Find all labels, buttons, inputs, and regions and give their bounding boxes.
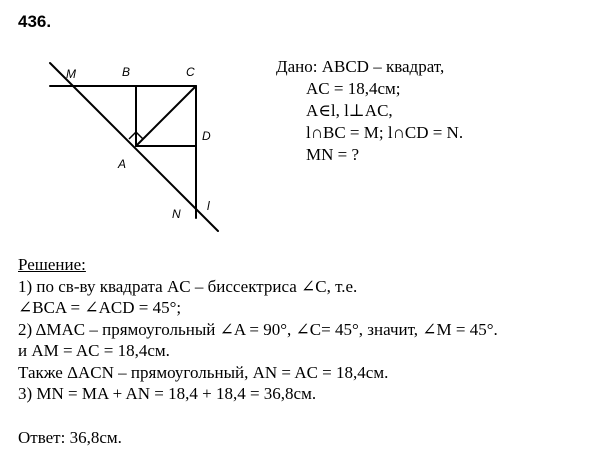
answer-line: Ответ: 36,8см. xyxy=(18,428,122,447)
label-c: C xyxy=(186,65,195,79)
given-line-3: A∈l, l⊥AC, xyxy=(306,101,393,120)
solution-block xyxy=(18,254,498,405)
label-d: D xyxy=(202,129,211,143)
solution-line-2: ∠BCA = ∠ACD = 45°; xyxy=(18,298,182,317)
solution-line-6: 3) MN = MA + AN = 18,4 + 18,4 = 36,8см. xyxy=(18,384,317,403)
label-n: N xyxy=(172,207,181,221)
given-line-4: l∩BC = M; l∩CD = N. xyxy=(306,123,464,142)
solution-line-1: 1) по св-ву квадрата AC – биссектриса ∠C, т.е. xyxy=(18,276,358,296)
solution-line-4: и AM = AC = 18,4см. xyxy=(18,341,170,360)
solution-line-3: 2) ΔMAC – прямоугольный ∠A = 90°, ∠C= 45°, значит, ∠M = 45°. xyxy=(18,319,498,339)
solution-line-5: Также ΔACN – прямоугольный, AN = AC = 18,4см. xyxy=(18,362,389,382)
problem-number: 436. xyxy=(18,12,52,31)
label-b: B xyxy=(122,65,131,79)
diagonal-ac xyxy=(136,86,196,146)
label-a: A xyxy=(118,157,127,171)
given-line-2: AC = 18,4см; xyxy=(306,79,401,98)
given-line-5: MN = ? xyxy=(306,145,360,164)
given-block xyxy=(276,56,463,166)
label-m: M xyxy=(66,67,76,81)
label-l: l xyxy=(207,199,210,213)
solution-heading: Решение: xyxy=(18,255,86,274)
given-line-1: Дано: ABCD – квадрат, xyxy=(276,57,445,76)
